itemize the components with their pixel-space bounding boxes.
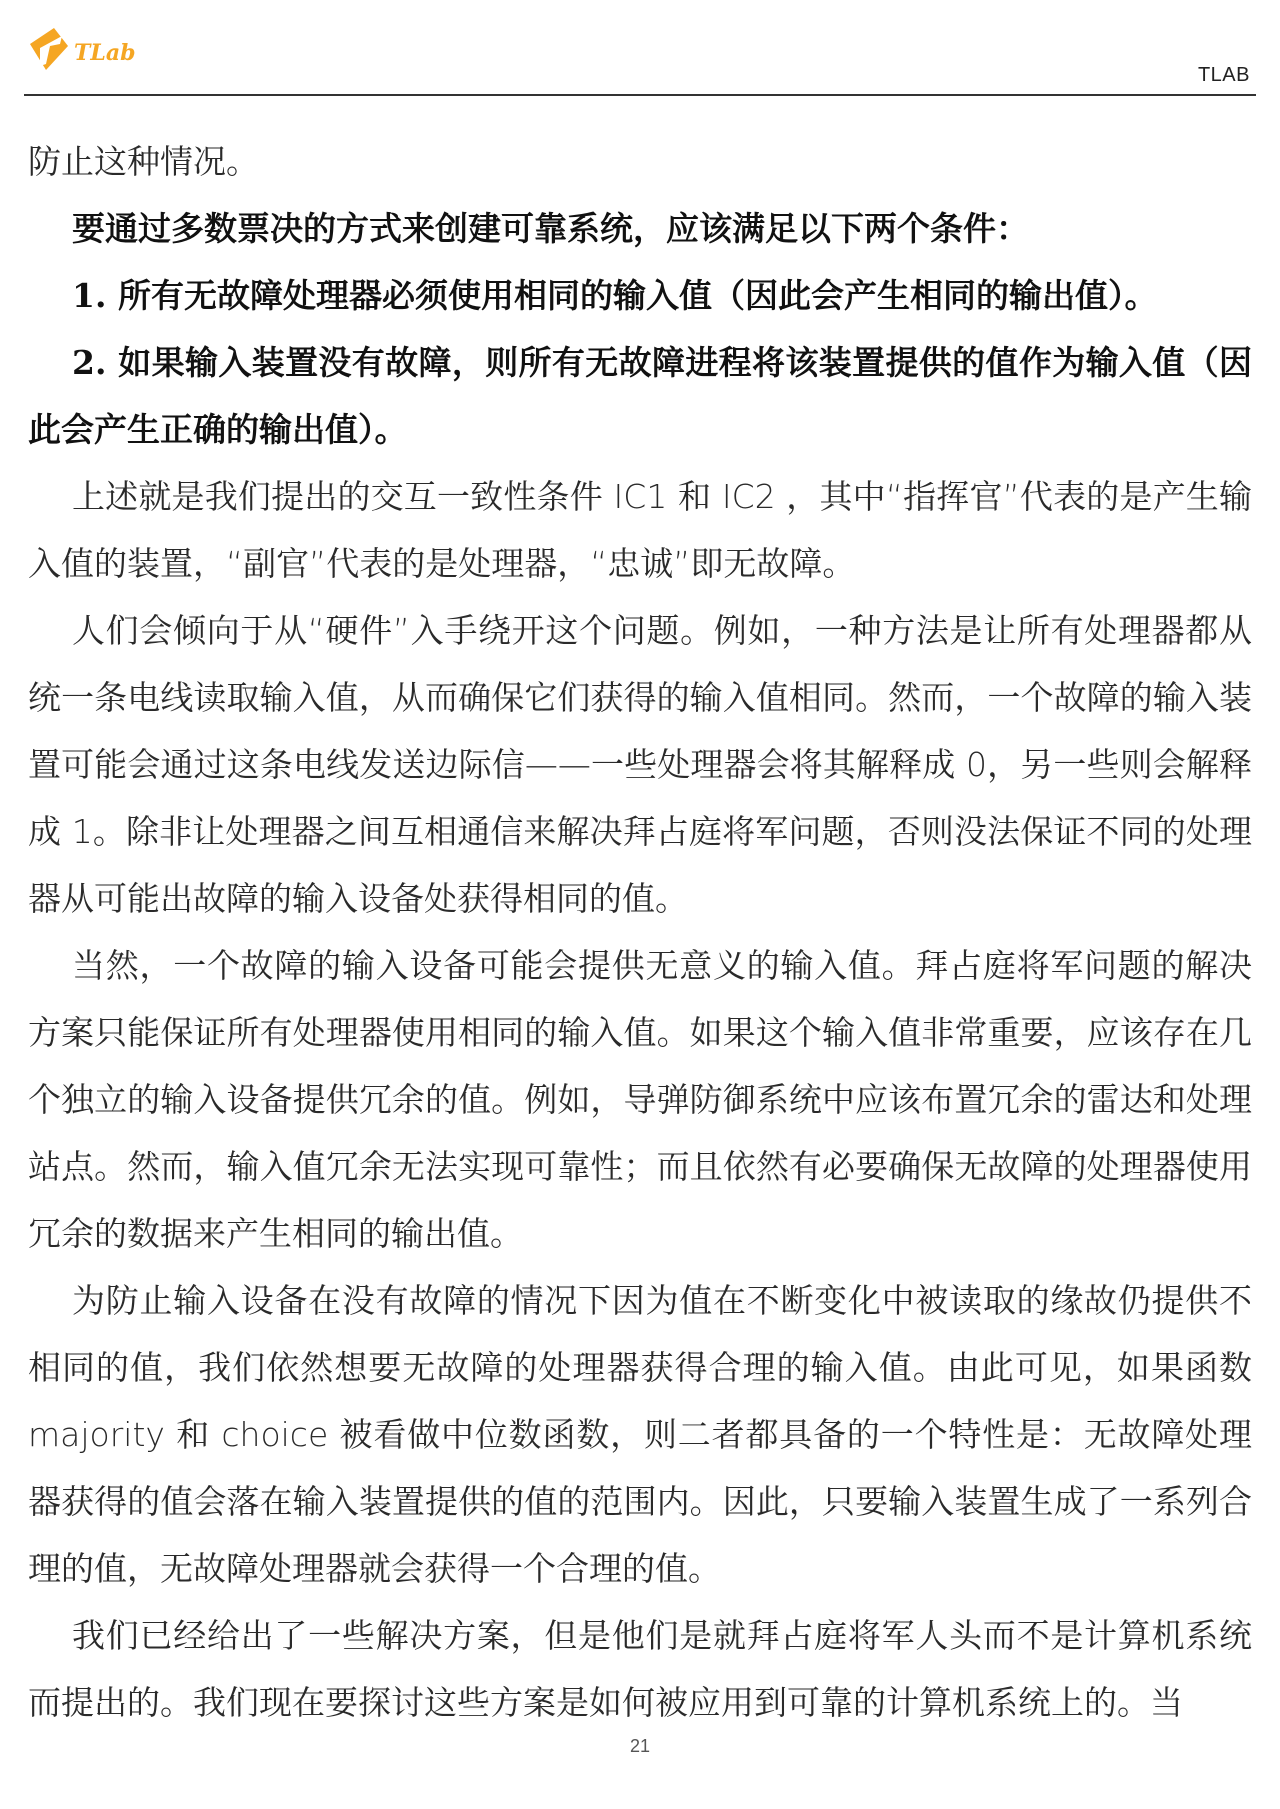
paragraph-1: 防止这种情况。 [28,142,259,181]
header-label: TLAB [1197,64,1250,86]
tlab-logo [24,24,154,84]
document-body [28,128,1252,1736]
paragraph-faulty-input: 当然，一个故障的输入设备可能会提供无意义的输入值。拜占庭将军问题的解决方案只能保证所有处理器使用相同的输入值。如果这个输入值非常重要，应该存在几个独立的输入设备提供冗余的值。例如，导弹防御系统中应该布置冗余的雷达和处理站点。然而，输入值冗余无法实现可靠性；而且依然有必要确保无故障的处理器使用冗余的数据来产生相同的输出值。 [28,946,1252,1253]
tlab-logo-icon [24,24,154,84]
paragraph-condition-2: 2. 如果输入装置没有故障，则所有无故障进程将该装置提供的值作为输入值（因此会产生正确的输出值）。 [28,343,1252,449]
header-rule [24,94,1256,96]
logo-text: TLab [74,40,136,66]
paragraph-hardware: 人们会倾向于从“硬件”入手绕开这个问题。例如，一种方法是让所有处理器都从统一条电线读取输入值，从而确保它们获得的输入值相同。然而，一个故障的输入装置可能会通过这条电线发送边际信——一些处理器会将其解释成 0，另一些则会解释成 1。除非让处理器之间互相通信来解决拜占庭将军问题，否则没法保证不同的处理器从可能出故障的输入设备处获得相同的值。 [28,611,1252,918]
paragraph-condition-1: 1. 所有无故障处理器必须使用相同的输入值（因此会产生相同的输出值）。 [72,276,1158,315]
paragraph-median: 为防止输入设备在没有故障的情况下因为值在不断变化中被读取的缘故仍提供不相同的值，我们依然想要无故障的处理器获得合理的输入值。由此可见，如果函数 majority 和 choice 被看做中位数函数，则二者都具备的一个特性是：无故障处理器获得的值会落在输入装置提供的值的范围内。因此，只要输入装置生成了一系列合理的值，无故障处理器就会获得一个合理的值。 [28,1281,1252,1588]
paragraph-ic-definition: 上述就是我们提出的交互一致性条件 IC1 和 IC2 ，其中“指挥官”代表的是产生输入值的装置，“副官”代表的是处理器，“忠诚”即无故障。 [28,477,1252,583]
page-header [0,0,1280,96]
paragraph-solutions: 我们已经给出了一些解决方案，但是他们是就拜占庭将军人头而不是计算机系统而提出的。我们现在要探讨这些方案是如何被应用到可靠的计算机系统上的。当 [28,1616,1252,1722]
page-number: 21 [629,1736,651,1756]
paragraph-conditions-intro: 要通过多数票决的方式来创建可靠系统，应该满足以下两个条件： [72,209,1029,248]
